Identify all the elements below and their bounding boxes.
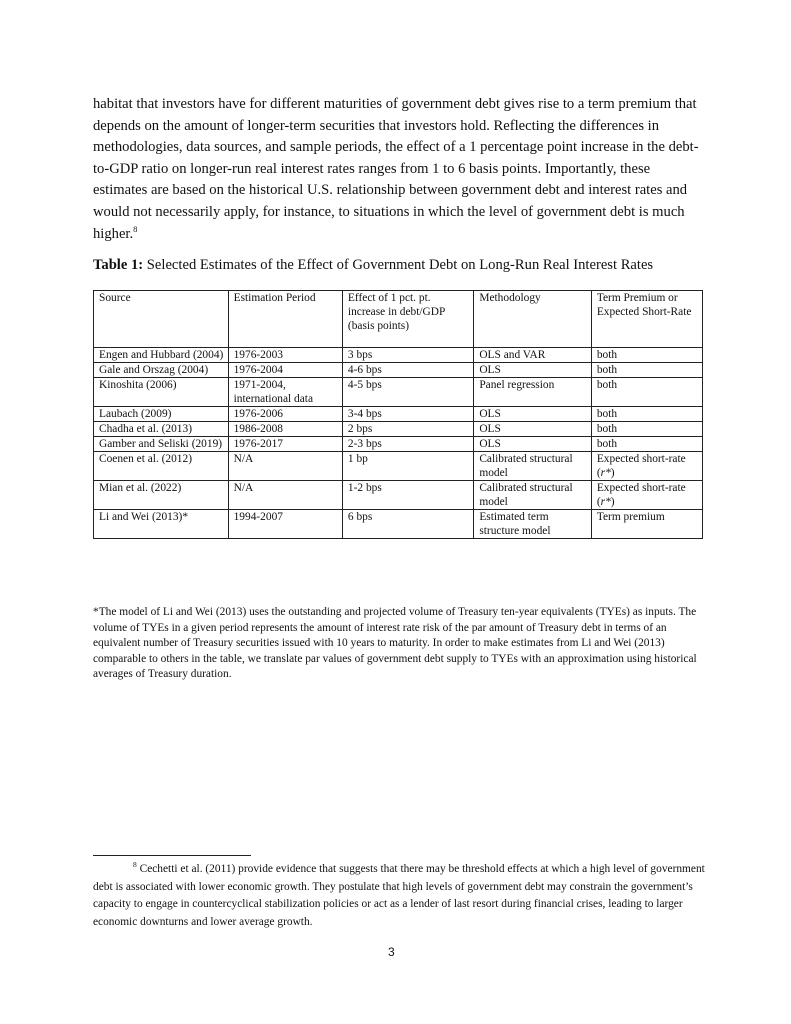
- table-row: [94, 422, 703, 437]
- table-cell: both: [591, 363, 702, 378]
- table-cell: Gale and Orszag (2004): [94, 363, 229, 378]
- table-cell: Kinoshita (2006): [94, 378, 229, 407]
- table-cell: Estimated term structure model: [474, 510, 592, 539]
- table-row: [94, 437, 703, 452]
- table-cell: 4-5 bps: [342, 378, 473, 407]
- table-cell: Chadha et al. (2013): [94, 422, 229, 437]
- table-cell: Term premium: [591, 510, 702, 539]
- table-cell: 1976-2006: [228, 407, 342, 422]
- table-cell: N/A: [228, 481, 342, 510]
- table-cell: Calibrated structural model: [474, 452, 592, 481]
- table-cell: Gamber and Seliski (2019): [94, 437, 229, 452]
- footnote-text: Cechetti et al. (2011) provide evidence that suggests that there may be threshold effects at which a high level of government debt is associated with lower economic growth. They postulate that high levels of government debt may constrain the government’s capacity to engage in countercyclical stabilization policies or act as a lender of last resort during financial crises, leading to larger economic downturns and lower average growth.: [93, 863, 705, 928]
- table-cell: both: [591, 348, 702, 363]
- table-cell: 3-4 bps: [342, 407, 473, 422]
- table-cell: 1994-2007: [228, 510, 342, 539]
- footnote-reference: 8: [133, 223, 138, 234]
- body-paragraph: [93, 94, 705, 245]
- table-cell: both: [591, 407, 702, 422]
- table-cell: Li and Wei (2013)*: [94, 510, 229, 539]
- table-cell: 1971-2004, international data: [228, 378, 342, 407]
- table-cell: Engen and Hubbard (2004): [94, 348, 229, 363]
- table-title: [93, 257, 653, 274]
- table-row: [94, 481, 703, 510]
- table-cell: 2-3 bps: [342, 437, 473, 452]
- column-header: Estimation Period: [228, 291, 342, 348]
- footnote-divider: [93, 855, 251, 856]
- table-cell: OLS: [474, 363, 592, 378]
- table-cell: Calibrated structural model: [474, 481, 592, 510]
- table-cell: 4-6 bps: [342, 363, 473, 378]
- table-cell: OLS and VAR: [474, 348, 592, 363]
- table-row: [94, 407, 703, 422]
- table-cell: 2 bps: [342, 422, 473, 437]
- table-row: [94, 510, 703, 539]
- body-paragraph-text: habitat that investors have for different maturities of government debt gives rise to a term premium that depends on the amount of longer-term securities that investors hold. Reflecting the differences in methodologies, data sources, and sample periods, the effect of a 1 percentage point increase in the debt-to-GDP ratio on longer-run real interest rates ranges from 1 to 6 basis points. Importantly, these estimates are based on the historical U.S. relationship between government debt and interest rates and would not necessarily apply, for instance, to situations in which the level of government debt is much higher.: [93, 96, 699, 242]
- column-header: Effect of 1 pct. pt. increase in debt/GDP (basis points): [342, 291, 473, 348]
- table-cell: 1976-2004: [228, 363, 342, 378]
- table-cell: both: [591, 437, 702, 452]
- table-cell: 3 bps: [342, 348, 473, 363]
- table-label: Table 1:: [93, 257, 144, 273]
- table-cell: OLS: [474, 407, 592, 422]
- estimates-table: [93, 290, 703, 539]
- table-cell: Coenen et al. (2012): [94, 452, 229, 481]
- page-number: 3: [388, 945, 395, 959]
- table-cell: Panel regression: [474, 378, 592, 407]
- column-header: Source: [94, 291, 229, 348]
- table-row: [94, 363, 703, 378]
- table-cell: 1976-2017: [228, 437, 342, 452]
- footnote-marker: 8: [133, 860, 137, 869]
- table-cell: 1986-2008: [228, 422, 342, 437]
- column-header: Term Premium or Expected Short-Rate: [591, 291, 702, 348]
- table-cell: both: [591, 422, 702, 437]
- table-header-row: [94, 291, 703, 348]
- table-row: [94, 378, 703, 407]
- table-cell: both: [591, 378, 702, 407]
- table-row: [94, 452, 703, 481]
- table-cell: OLS: [474, 422, 592, 437]
- table-row: [94, 348, 703, 363]
- footnote: [93, 861, 705, 931]
- table-cell: Expected short-rate (r*): [591, 481, 702, 510]
- table-cell: N/A: [228, 452, 342, 481]
- column-header: Methodology: [474, 291, 592, 348]
- table-cell: 1-2 bps: [342, 481, 473, 510]
- table-cell: Expected short-rate (r*): [591, 452, 702, 481]
- table-cell: Laubach (2009): [94, 407, 229, 422]
- table-cell: 1 bp: [342, 452, 473, 481]
- table-caption: Selected Estimates of the Effect of Government Debt on Long-Run Real Interest Rates: [143, 257, 654, 273]
- table-cell: Mian et al. (2022): [94, 481, 229, 510]
- table-cell: 1976-2003: [228, 348, 342, 363]
- table-note: *The model of Li and Wei (2013) uses the outstanding and projected volume of Treasury ten-year equivalents (TYEs) as inputs. The volume of TYEs in a given period represents the amount of interest rate risk of the par amount of Treasury debt in terms of an equivalent number of Treasury securities issued with 10 years to maturity. In order to make estimates from Li and Wei (2013) comparable to others in the table, we translate par values of government debt supply to TYEs with an approximation using historical averages of Treasury duration.: [93, 606, 697, 680]
- table-cell: 6 bps: [342, 510, 473, 539]
- table-cell: OLS: [474, 437, 592, 452]
